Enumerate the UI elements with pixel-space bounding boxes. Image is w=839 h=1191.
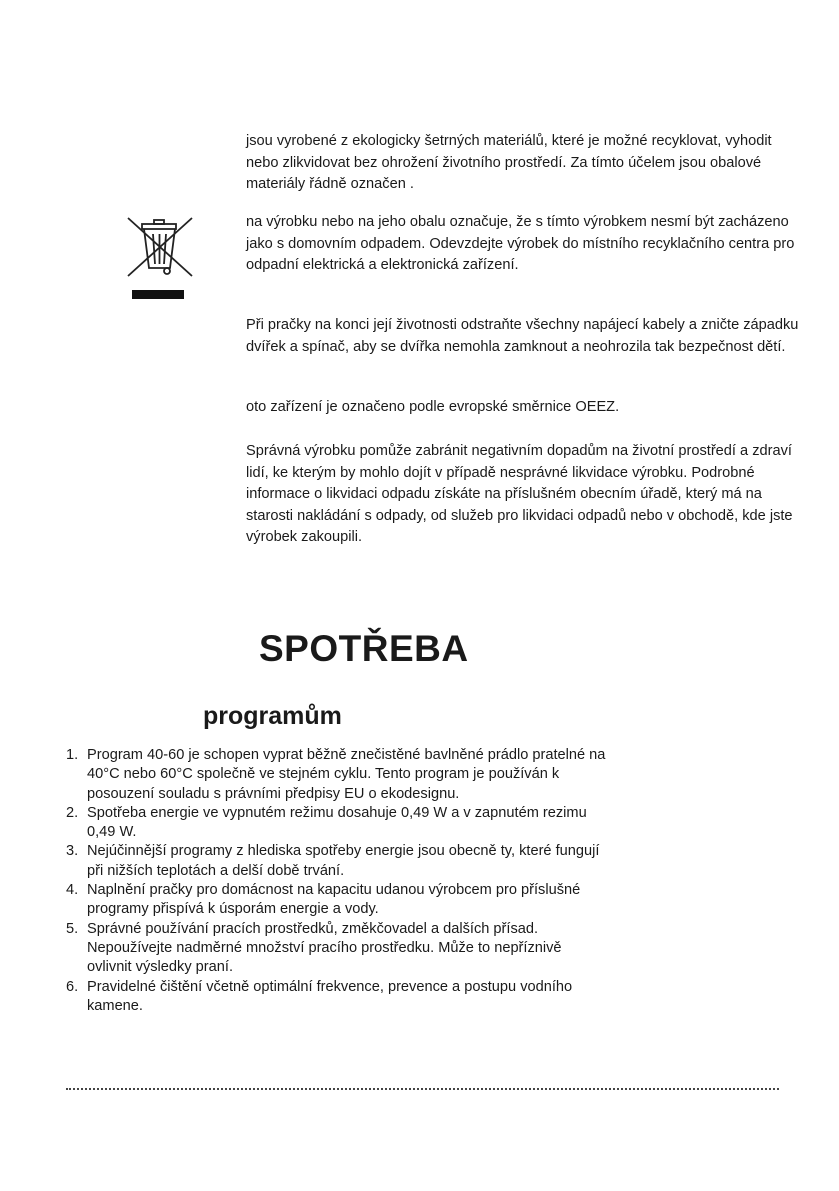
consumption-list — [66, 746, 606, 1016]
disposal-safety-paragraph: Při pračky na konci její životnosti odstraňte všechny napájecí kabely a zničte západku dvířek a spínač, aby se dvířka nemohla zamknout a neohrozila tak bezpečnost dětí. — [246, 317, 799, 355]
packaging-paragraph: jsou vyrobené z ekologicky šetrných materiálů, které je možné recyklovat, vyhodit nebo zlikvidovat bez ohrožení životního prostředí. Za tímto účelem jsou obalové materiály řádně označen . — [246, 133, 772, 192]
list-item: 1. Program 40-60 je schopen vyprat běžně znečistěné bavlněné prádlo pratelné na 40°C nebo 60°C společně ve stejném cyklu. Tento program je používán k posouzení souladu s právními předpisy EU o ekodesignu. — [66, 747, 606, 802]
correct-disposal-paragraph: Správná výrobku pomůže zabránit negativním dopadům na životní prostředí a zdraví lidí, ke kterým by mohlo dojít v případě nesprávné likvidace výrobku. Podrobné informace o likvidaci odpadu získáte na příslušném obecním úřadě, který má na starosti nakládání s odpady, od služeb pro likvidaci odpadů nebo v obchodě, kde jste výrobek zakoupili. — [246, 443, 793, 545]
list-item: 3. Nejúčinnější programy z hlediska spotřeby energie jsou obecně ty, které fungují při nižších teplotách a delší době trvání. — [66, 843, 600, 879]
weee-directive-paragraph: oto zařízení je označeno podle evropské směrnice OEEZ. — [246, 399, 620, 415]
list-item: 5. Správné používání pracích prostředků, změkčovadel a dalších přísad. Nepoužívejte nadměrné množství pracího prostředku. Může to nepříznivě ovlivnit výsledky praní. — [66, 920, 562, 976]
list-item: 6. Pravidelné čištění včetně optimální frekvence, prevence a postupu vodního kamene. — [66, 978, 573, 1014]
dotted-divider — [66, 1088, 779, 1090]
weee-symbol-paragraph: na výrobku nebo na jeho obalu označuje, že s tímto výrobkem nesmí být zacházeno jako s domovním odpadem. Odevzdejte výrobek do místního recyklačního centra pro odpadní elektrická a elektronická zařízení. — [246, 214, 795, 273]
spotreba-title: SPOTŘEBA — [259, 628, 469, 669]
crossed-out-wheelie-bin-icon — [120, 210, 200, 305]
programs-subtitle: programům — [203, 702, 342, 730]
list-item: 2. Spotřeba energie ve vypnutém režimu dosahuje 0,49 W a v zapnutém rezimu 0,49 W. — [66, 804, 587, 841]
list-item: 4. Naplnění pračky pro domácnost na kapacitu udanou výrobcem pro příslušné programy přispívá k úsporám energie a vody. — [66, 882, 581, 918]
